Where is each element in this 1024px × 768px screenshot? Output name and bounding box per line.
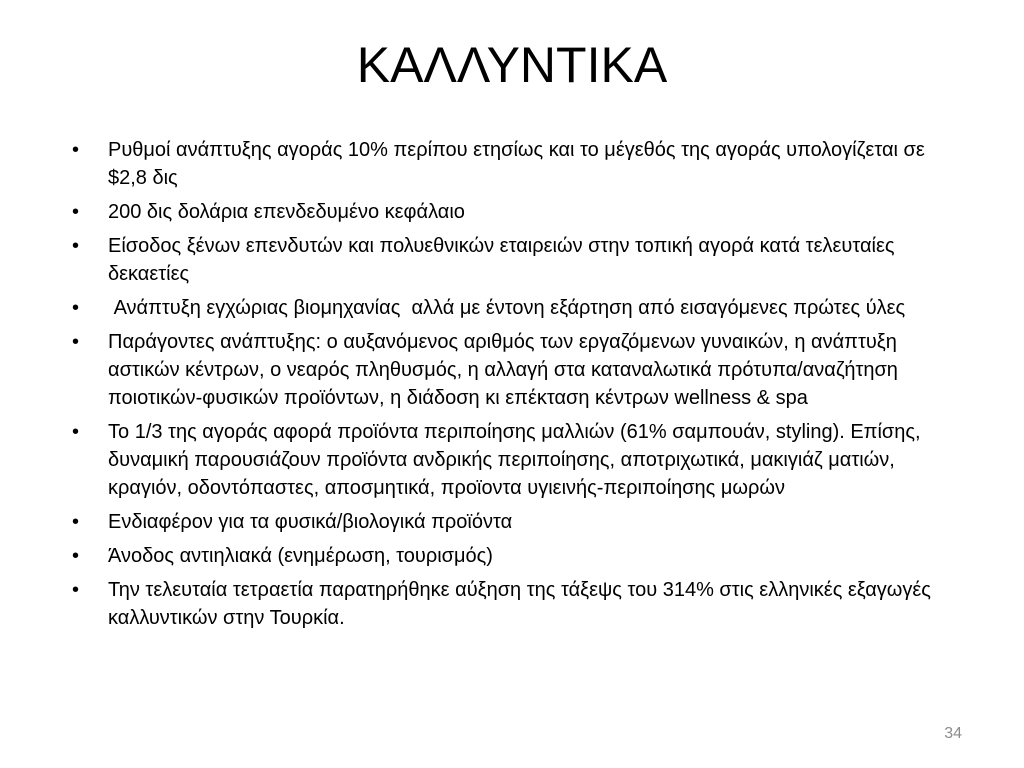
bullet-dot: •	[72, 201, 80, 223]
bullet-dot: •	[72, 511, 80, 533]
bullet-text: Το 1/3 της αγοράς αφορά προϊόντα περιποίησης μαλλιών (61% σαμπουάν, styling). Επίσης, δυναμική παρουσιάζουν προϊόντα ανδρικής περιποίησης, αποτριχωτικά, μακιγιάζ ματιών, κραγιόν, οδοντόπαστες, αποσμητικά, προϊοντα υγιεινής-περιποίησης μωρών	[108, 421, 921, 499]
bullet-item	[70, 232, 950, 288]
bullet-dot: •	[72, 139, 80, 161]
bullet-item	[70, 294, 950, 322]
bullet-dot: •	[72, 235, 80, 257]
bullet-dot: •	[72, 421, 80, 443]
bullet-dot: •	[72, 331, 80, 353]
bullet-dot: •	[72, 579, 80, 601]
bullet-item	[70, 198, 950, 226]
bullet-text: Άνοδος αντιηλιακά (ενημέρωση, τουρισμός)	[108, 545, 493, 567]
bullet-text: Είσοδος ξένων επενδυτών και πολυεθνικών εταιρειών στην τοπική αγορά κατά τελευταίες δεκαετίες	[108, 235, 895, 285]
bullet-item	[70, 542, 950, 570]
bullet-item	[70, 508, 950, 536]
bullet-dot: •	[72, 545, 80, 567]
bullet-list	[70, 136, 950, 638]
bullet-item	[70, 576, 950, 632]
slide-title: ΚΑΛΛΥΝΤΙΚΑ	[356, 37, 668, 93]
bullet-item	[70, 136, 950, 192]
bullet-text: Παράγοντες ανάπτυξης: ο αυξανόμενος αριθμός των εργαζόμενων γυναικών, η ανάπτυξη αστικών κέντρων, ο νεαρός πληθυσμός, η αλλαγή στα καταναλωτικά πρότυπα/αναζήτηση ποιοτικών-φυσικών προϊόντων, η διάδοση κι επέκταση κέντρων wellness & spa	[108, 331, 898, 409]
bullet-text: Την τελευταία τετραετία παρατηρήθηκε αύξηση της τάξεψς του 314% στις ελληνικές εξαγωγές καλλυντικών στην Τουρκία.	[108, 579, 931, 629]
bullet-dot: •	[72, 297, 80, 319]
bullet-item	[70, 328, 950, 412]
bullet-text: Ανάπτυξη εγχώριας βιομηχανίας αλλά με έντονη εξάρτηση από εισαγόμενες πρώτες ύλες	[108, 297, 906, 319]
bullet-text: Ρυθμοί ανάπτυξης αγοράς 10% περίπου ετησίως και το μέγεθός της αγοράς υπολογίζεται σε $2,8 δις	[108, 139, 925, 189]
bullet-item	[70, 418, 950, 502]
slide-number: 34	[944, 725, 962, 742]
bullet-text: Ενδιαφέρον για τα φυσικά/βιολογικά προϊόντα	[108, 511, 513, 533]
bullet-text: 200 δις δολάρια επενδεδυμένο κεφάλαιο	[108, 201, 465, 223]
